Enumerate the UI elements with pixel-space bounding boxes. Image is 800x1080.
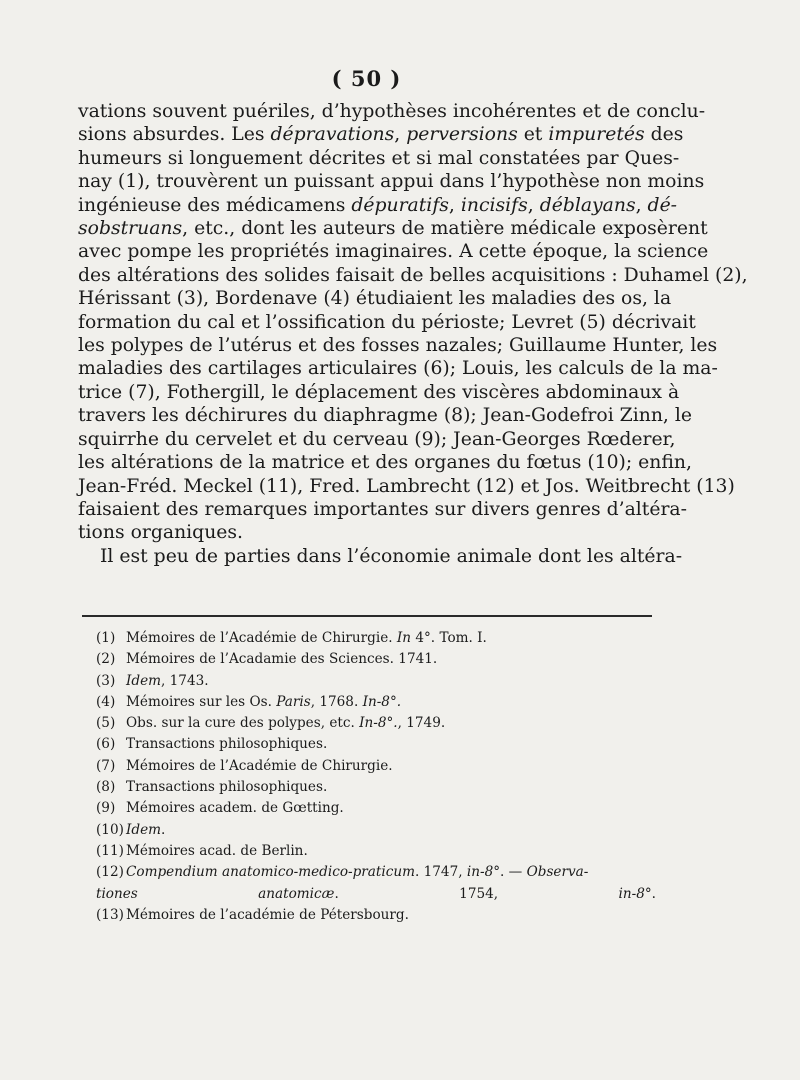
text-run: . xyxy=(161,821,166,838)
italic-text: in-8° xyxy=(618,885,652,902)
text-run: Transactions philosophiques. xyxy=(126,736,328,753)
italic-text: dépravations xyxy=(270,124,395,146)
body-line xyxy=(78,170,705,193)
text-run: sions absurdes. Les xyxy=(78,124,271,146)
text-run: squirrhe du cervelet et du cerveau (9); Jean-Georges Rœderer, xyxy=(78,428,676,450)
italic-text: déblayans xyxy=(539,194,636,216)
footnote xyxy=(96,905,656,926)
text-run: , xyxy=(635,194,648,216)
footnote-number: (5) xyxy=(96,715,116,732)
text-run: . 1747, xyxy=(414,864,467,881)
body-line xyxy=(78,147,680,170)
text-run: maladies des cartilages articulaires (6); Louis, les calculs de la ma- xyxy=(78,358,718,380)
text-run: ingénieuse des médicamens xyxy=(78,194,352,216)
text-run: , 1749. xyxy=(397,715,446,732)
italic-text: dé- xyxy=(647,194,678,216)
body-line xyxy=(78,428,676,451)
text-run: humeurs si longuement décrites et si mal constatées par Ques- xyxy=(78,147,680,169)
italic-text: perversions xyxy=(406,124,518,146)
footnote-number: (2) xyxy=(96,651,116,668)
text-run: des altérations des solides faisait de belles acquisitions : Duhamel (2), xyxy=(78,264,748,286)
text-run: , etc., dont les auteurs de matière médicale exposèrent xyxy=(182,218,708,240)
italic-text: Idem xyxy=(126,821,162,838)
italic-text: Compendium anatomico-medico-praticum xyxy=(126,864,415,881)
body-line xyxy=(78,357,718,380)
footnote xyxy=(96,798,656,819)
text-run: Transactions philosophiques. xyxy=(126,779,328,796)
footnote-number: (13) xyxy=(96,906,124,923)
body-line xyxy=(78,100,706,123)
text-run: , 1768. xyxy=(310,693,363,710)
italic-text: tiones anatomicæ xyxy=(96,885,335,902)
text-run: tions organiques. xyxy=(78,522,244,544)
text-run: faisaient des remarques importantes sur divers genres d’altéra- xyxy=(78,498,687,520)
text-run: les polypes de l’utérus et des fosses nazales; Guillaume Hunter, les xyxy=(78,335,718,357)
body-line xyxy=(78,498,687,521)
text-run: nay (1), trouvèrent un puissant appui dans l’hypothèse non moins xyxy=(78,171,705,193)
text-run: 4°. Tom. I. xyxy=(411,630,487,646)
footnote-number: (10) xyxy=(96,821,124,838)
text-run: Mémoires acad. de Berlin. xyxy=(126,842,308,859)
text-run: Mémoires de l’Académie de Chirurgie. xyxy=(126,757,393,774)
text-run: . xyxy=(651,885,656,902)
text-run: . 1754, xyxy=(334,885,619,902)
footnote xyxy=(96,692,656,713)
footnote xyxy=(96,862,656,883)
footnotes xyxy=(96,628,656,926)
italic-text: Idem xyxy=(126,672,162,689)
text-run: Mémoires de l’académie de Pétersbourg. xyxy=(126,906,409,923)
footnote xyxy=(96,777,656,798)
italic-text: In-8°. xyxy=(362,693,402,710)
body-line xyxy=(78,311,696,334)
body-text xyxy=(78,100,748,568)
body-line xyxy=(78,287,672,310)
footnote xyxy=(96,649,656,670)
text-run: les altérations de la matrice et des organes du fœtus (10); enfin, xyxy=(78,452,692,474)
text-run: Hérissant (3), Bordenave (4) étudiaient les maladies des os, la xyxy=(78,288,672,310)
body-line xyxy=(78,264,748,287)
body-line xyxy=(78,404,692,427)
footnote-number: (3) xyxy=(96,672,116,689)
text-run: , 1743. xyxy=(161,672,209,689)
body-line xyxy=(78,123,684,146)
footnote xyxy=(96,713,656,734)
italic-text: impuretés xyxy=(548,124,645,146)
text-run: travers les déchirures du diaphragme (8); Jean-Godefroi Zinn, le xyxy=(78,405,692,427)
italic-text: dépuratifs xyxy=(351,194,449,216)
italic-text: In xyxy=(396,630,412,646)
italic-text: Paris xyxy=(276,693,311,710)
body-line xyxy=(78,451,692,474)
body-line xyxy=(78,381,680,404)
body-line xyxy=(78,194,678,217)
footnote-number: (12) xyxy=(96,864,124,881)
footnote-number: (7) xyxy=(96,757,116,774)
text-run: formation du cal et l’ossification du périoste; Levret (5) décrivait xyxy=(78,311,696,333)
text-run: , xyxy=(527,194,540,216)
text-run: Mémoires sur les Os. xyxy=(126,693,277,710)
footnote xyxy=(96,884,656,905)
text-run: et xyxy=(517,124,549,146)
body-line xyxy=(78,545,683,568)
text-run: Mémoires de l’Acadamie des Sciences. 1741. xyxy=(126,651,438,668)
body-line xyxy=(78,240,709,263)
text-run: des xyxy=(644,124,684,146)
footnote xyxy=(96,671,656,692)
italic-text: In-8°. xyxy=(359,715,398,732)
footnote-divider xyxy=(82,615,652,617)
footnote-number: (8) xyxy=(96,779,116,796)
text-run: . — xyxy=(500,864,527,881)
body-line xyxy=(78,475,735,498)
footnote-number: (6) xyxy=(96,736,116,753)
italic-text: sobstruans xyxy=(78,218,183,240)
italic-text: incisifs xyxy=(460,194,528,216)
footnote-number: (4) xyxy=(96,693,116,710)
text-run: , xyxy=(448,194,461,216)
footnote xyxy=(96,628,656,649)
body-line xyxy=(78,521,652,544)
page-number: ( 50 ) xyxy=(331,66,402,91)
footnote-number: (9) xyxy=(96,800,116,817)
text-run: trice (7), Fothergill, le déplacement des viscères abdominaux à xyxy=(78,381,680,403)
body-line xyxy=(78,217,708,240)
footnote xyxy=(96,820,656,841)
italic-text: Observa- xyxy=(526,864,589,881)
text-run: avec pompe les propriétés imaginaires. A cette époque, la science xyxy=(78,241,709,263)
text-run: Mémoires academ. de Gœtting. xyxy=(126,800,344,817)
text-run: Il est peu de parties dans l’économie animale dont les altéra- xyxy=(100,545,683,567)
text-run: Mémoires de l’Académie de Chirurgie. xyxy=(126,630,397,646)
footnote xyxy=(96,841,656,862)
text-run: vations souvent puériles, d’hypothèses incohérentes et de conclu- xyxy=(78,101,706,122)
body-line xyxy=(78,334,718,357)
text-run: , xyxy=(394,124,407,146)
text-run: Obs. sur la cure des polypes, etc. xyxy=(126,715,360,732)
footnote xyxy=(96,734,656,755)
italic-text: in-8° xyxy=(466,864,501,881)
footnote-number: (11) xyxy=(96,842,124,859)
footnote xyxy=(96,756,656,777)
text-run: Jean-Fréd. Meckel (11), Fred. Lambrecht (12) et Jos. Weitbrecht (13) xyxy=(78,475,735,497)
footnote-number: (1) xyxy=(96,630,116,646)
